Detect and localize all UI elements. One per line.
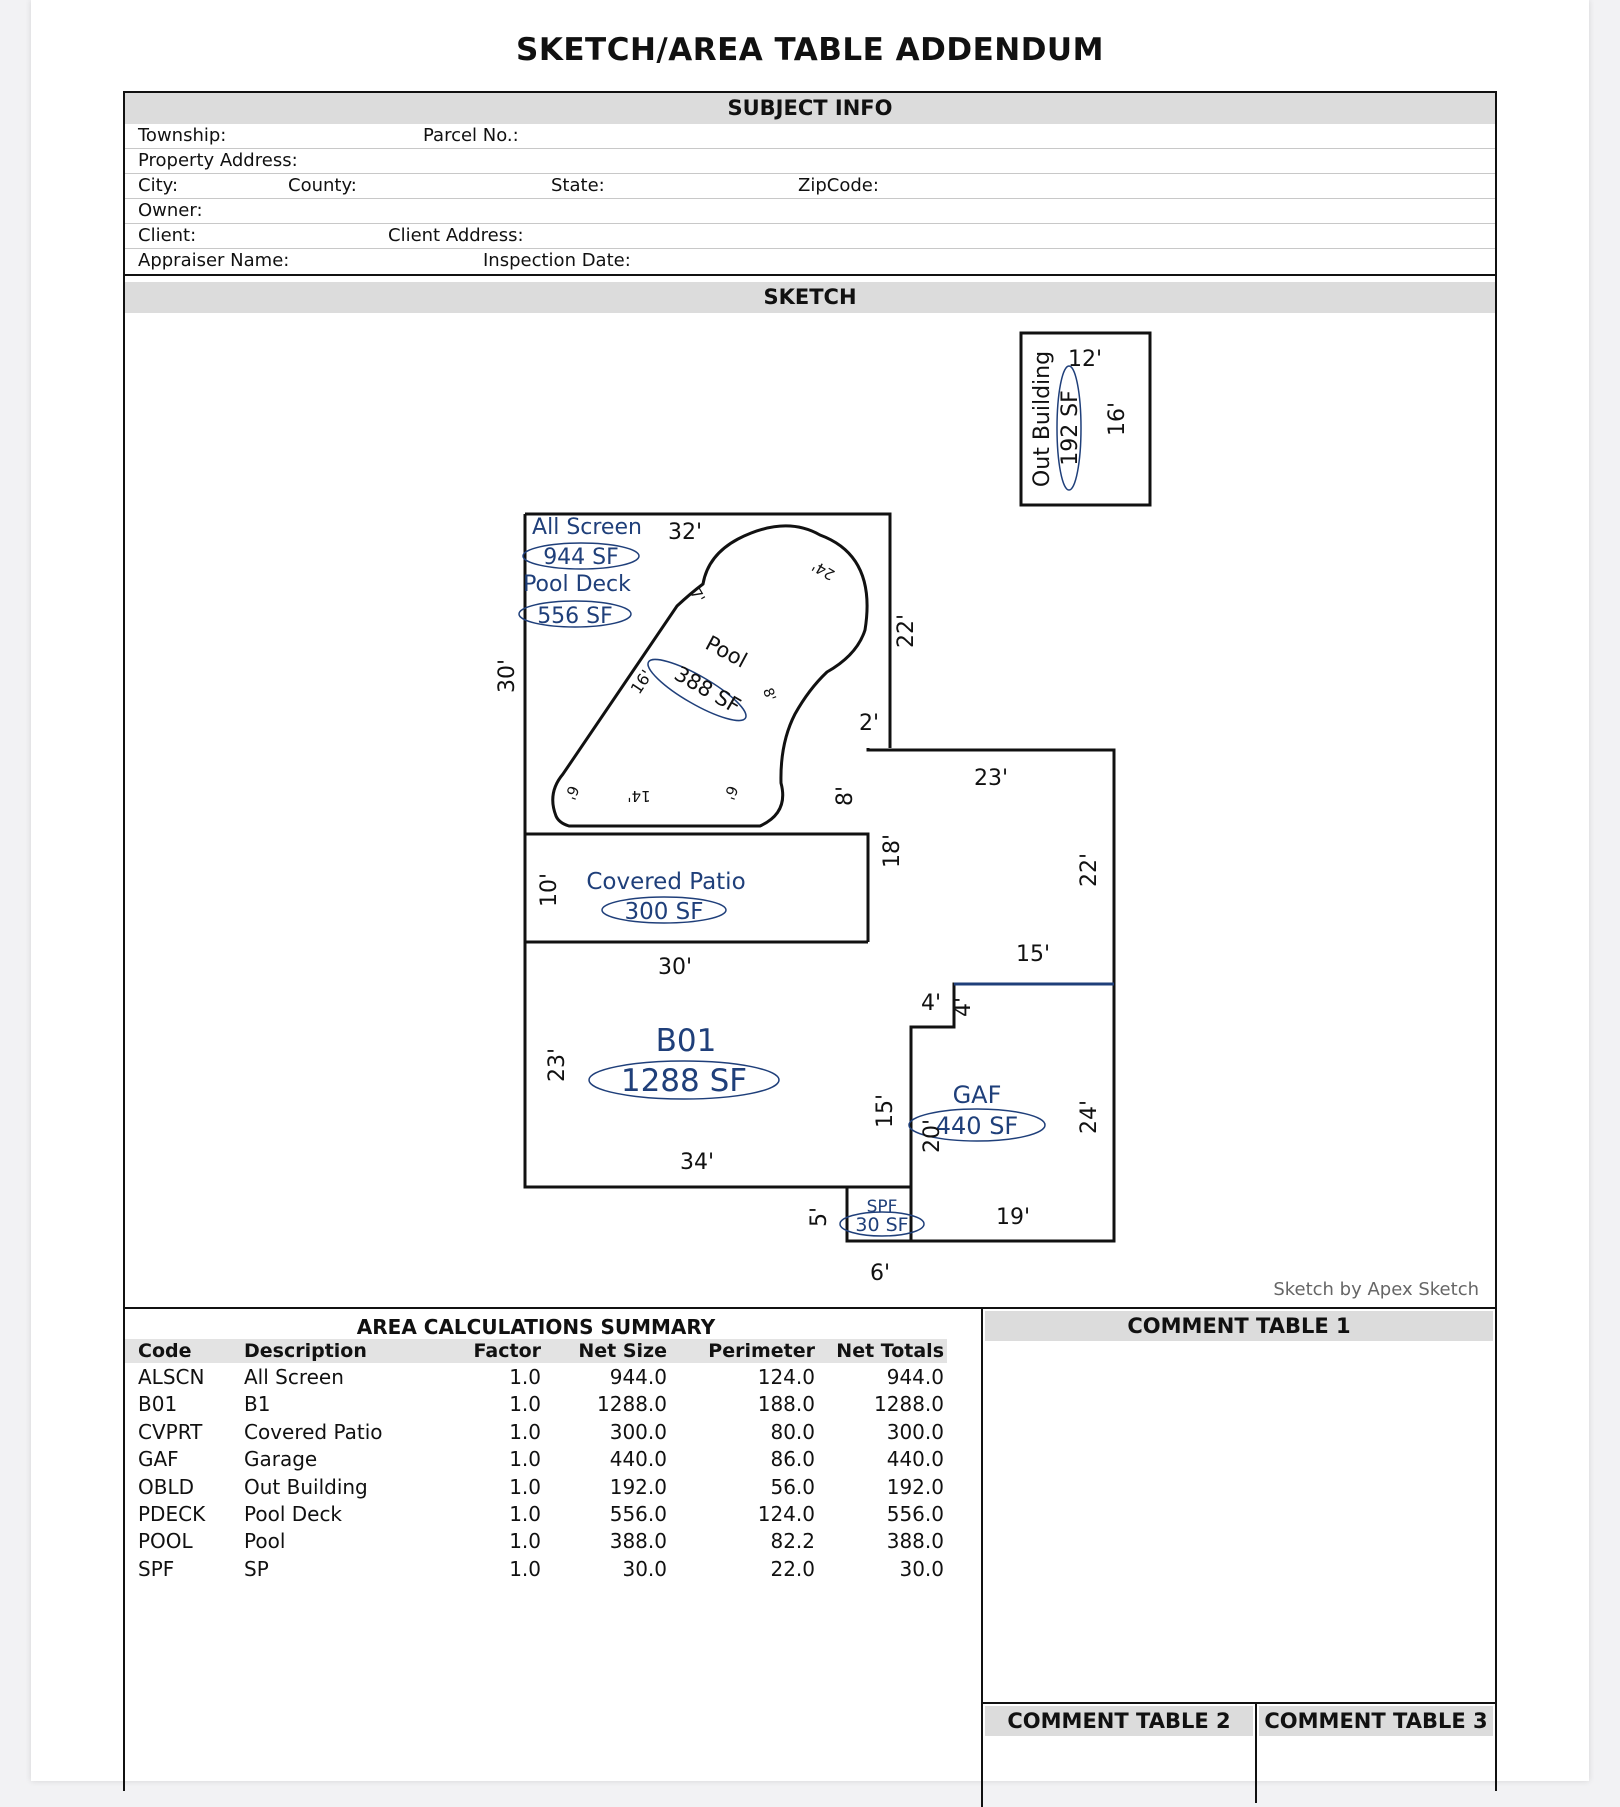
dim-spf-5: 5' [807,1206,832,1228]
b01-sf: 1288 SF [620,1063,748,1099]
area-summary-cell: Pool [244,1529,286,1554]
form-frame [123,91,1497,1791]
dim-pool-8: 8' [759,685,779,704]
b01-name: B01 [655,1023,717,1059]
floor-plan-sketch [125,93,1495,1307]
area-summary-cell: SPF [138,1556,175,1581]
page-title: SKETCH/AREA TABLE ADDENDUM [516,32,1104,68]
area-summary-cell: 82.2 [770,1529,815,1554]
county-label: County: [288,175,357,196]
dim-right-18: 18' [880,833,905,869]
area-summary-cell: OBLD [138,1474,195,1499]
dim-gaf-15: 15' [1015,942,1051,967]
all-screen-name: All Screen [532,515,642,540]
sketch-credit: Sketch by Apex Sketch [1273,1279,1479,1300]
dim-ob-top: 12' [1067,347,1103,372]
area-summary-cell: 1.0 [509,1419,541,1444]
area-summary-cell: SP [244,1556,269,1581]
pool-label [670,631,751,718]
dim-screen-left: 30' [495,658,520,694]
area-summary-cell: 944.0 [609,1365,667,1389]
area-summary-cell: Pool Deck [244,1502,343,1526]
area-summary-row [125,1364,947,1391]
area-summary-cell: 1.0 [509,1556,541,1581]
area-summary-cell: B01 [138,1392,178,1417]
dim-pool-24: 24' [808,556,839,584]
area-summary-cell: 1.0 [509,1365,541,1389]
dim-pool-6a: 6' [560,783,583,803]
pool-name: Pool [701,631,752,673]
pool-deck-sf: 556 SF [537,604,613,629]
dim-step-8: 8' [833,785,858,807]
area-summary-row [125,1391,947,1418]
spf-name: SPF [866,1197,898,1217]
gaf-sf: 440 SF [935,1112,1019,1140]
area-summary-cell: 388.0 [609,1529,667,1554]
owner-label: Owner: [138,200,203,221]
dim-notch-4v: 4' [951,996,976,1018]
area-summary-cell: 388.0 [886,1529,944,1554]
area-summary-row [125,1474,947,1501]
dim-b01-34: 34' [679,1150,715,1175]
zipcode-label: ZipCode: [798,175,879,196]
dim-b01-23: 23' [545,1047,570,1083]
area-summary-cell: B1 [244,1392,271,1417]
client-label: Client: [138,225,197,246]
gaf-name: GAF [952,1081,1002,1109]
area-summary-row [125,1501,947,1528]
comment-table-2-heading: COMMENT TABLE 2 [985,1706,1253,1736]
dim-step-2: 2' [858,711,880,736]
dim-pool-7: 7' [686,585,709,606]
dim-patio-10: 10' [537,872,562,908]
area-summary-cell: Covered Patio [244,1419,383,1444]
area-summary-cell: GAF [138,1447,179,1472]
sketch-bottom-border [125,1307,1495,1309]
inspection-date-label: Inspection Date: [483,250,631,271]
dim-pool-16: 16' [626,666,657,698]
property-address-label: Property Address: [138,150,298,171]
area-summary-cell: POOL [138,1529,193,1554]
dim-right-22: 22' [1077,852,1102,888]
area-summary-cell: 556.0 [609,1502,667,1526]
area-summary-cell: 30.0 [622,1556,667,1581]
area-summary-cell: 22.0 [770,1556,815,1581]
township-label: Township: [138,125,227,146]
dim-right-top: 23' [973,766,1009,791]
area-summary-cell: Out Building [244,1474,368,1499]
area-summary-cell: Garage [244,1447,318,1472]
dim-ob-side: 16' [1105,401,1130,437]
sketch-heading: SKETCH [125,282,1495,313]
area-summary-cell: 1.0 [509,1529,541,1554]
area-summary-cell: 124.0 [757,1502,815,1526]
comment-column-divider [1255,1703,1257,1803]
col-description: Description [244,1340,367,1362]
pool-deck-name: Pool Deck [523,572,631,597]
area-summary-cell: 56.0 [770,1474,815,1499]
area-summary-cell: 124.0 [757,1365,815,1389]
area-summary-cell: 1.0 [509,1447,541,1472]
state-label: State: [551,175,605,196]
comment-table-3-heading: COMMENT TABLE 3 [1259,1706,1493,1736]
area-summary-cell: 300.0 [609,1419,667,1444]
pool-sf: 388 SF [670,661,745,719]
area-summary-heading: AREA CALCULATIONS SUMMARY [356,1315,716,1339]
spf-sf: 30 SF [855,1214,909,1236]
addendum-page [31,0,1589,1781]
dim-gaf-24: 24' [1077,1099,1102,1135]
comment-table-1-heading: COMMENT TABLE 1 [985,1311,1493,1341]
comment-row-divider [983,1702,1495,1704]
covered-patio-sf: 300 SF [624,899,704,925]
dim-b01-15: 15' [873,1093,898,1129]
covered-patio-name: Covered Patio [586,869,746,895]
area-summary-cell: 188.0 [757,1392,815,1417]
appraiser-name-label: Appraiser Name: [138,250,290,271]
dim-screen-top: 32' [667,520,703,545]
area-summary-cell: CVPRT [138,1419,203,1444]
out-building-name: Out Building [1030,350,1055,488]
area-summary-cell: 1288.0 [597,1392,667,1417]
area-summary-row [125,1446,947,1473]
col-net-size: Net Size [578,1340,667,1362]
dim-gaf-19: 19' [995,1205,1031,1230]
area-summary-cell: 1.0 [509,1474,541,1499]
area-summary-cell: 192.0 [609,1474,667,1499]
all-screen-sf: 944 SF [543,545,619,570]
col-net-totals: Net Totals [836,1340,944,1362]
dim-pool-14: 14' [627,787,651,805]
area-summary-cell: 440.0 [886,1447,944,1472]
area-summary-cell: 556.0 [886,1502,944,1526]
out-building-sf: 192 SF [1058,390,1083,466]
area-summary-row [125,1556,947,1583]
dim-pool-6b: 6' [719,783,742,803]
area-summary-cell: All Screen [244,1365,344,1389]
subject-info-heading: SUBJECT INFO [125,93,1495,124]
area-summary-row [125,1528,947,1555]
col-perimeter: Perimeter [708,1340,815,1362]
client-address-label: Client Address: [388,225,524,246]
area-summary-cell: 944.0 [886,1365,944,1389]
area-summary-cell: PDECK [138,1502,206,1526]
area-summary-cell: 1.0 [509,1392,541,1417]
area-summary-cell: 30.0 [899,1556,944,1581]
dim-screen-right: 22' [894,613,919,649]
city-label: City: [138,175,179,196]
area-summary-header-row [125,1339,947,1363]
col-factor: Factor [473,1340,541,1362]
area-summary-cell: 192.0 [886,1474,944,1499]
dim-spf-6: 6' [869,1261,891,1286]
area-summary-cell: 300.0 [886,1419,944,1444]
dim-b01-30: 30' [657,955,693,980]
area-summary-cell: ALSCN [138,1365,205,1389]
area-summary-cell: 1.0 [509,1502,541,1526]
area-summary-cell: 440.0 [609,1447,667,1472]
area-summary-row [125,1419,947,1446]
area-summary-cell: 80.0 [770,1419,815,1444]
col-code: Code [138,1340,192,1362]
dim-gaf-20: 20' [920,1118,945,1154]
area-summary-cell: 86.0 [770,1447,815,1472]
area-summary-cell: 1288.0 [874,1392,944,1417]
parcel-no-label: Parcel No.: [423,125,519,146]
comment-divider [981,1307,983,1807]
dim-notch-4h: 4' [920,991,942,1016]
